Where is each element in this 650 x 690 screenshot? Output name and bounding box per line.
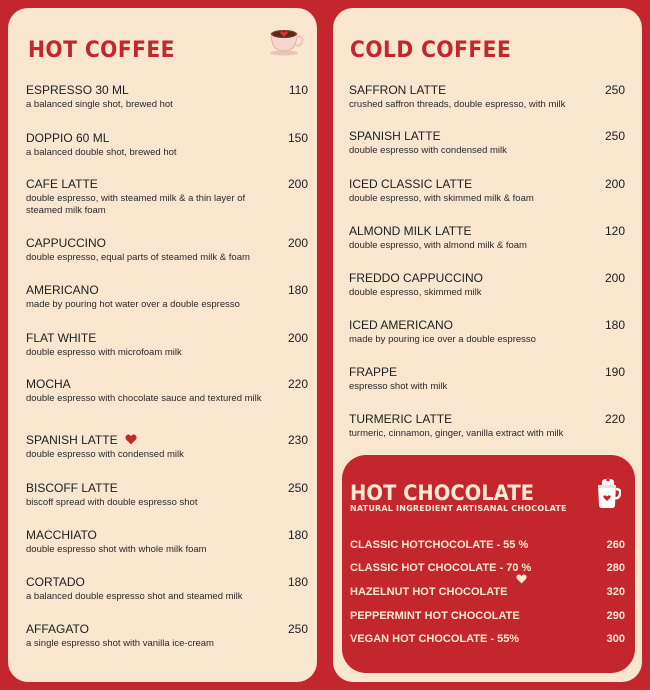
item-name: SAFFRON LATTE: [349, 83, 447, 97]
item-description: espresso shot with milk: [349, 381, 448, 392]
menu-item: [26, 236, 308, 264]
hot-chocolate-item: [350, 609, 625, 623]
item-name: AFFAGATO: [26, 622, 89, 636]
item-price: 220: [604, 412, 625, 426]
item-price: 260: [606, 539, 625, 551]
item-description: biscoff spread with double espresso shot: [26, 497, 198, 508]
hot-chocolate-item: [350, 632, 625, 646]
item-name: MACCHIATO: [26, 528, 97, 542]
item-name: ICED CLASSIC LATTE: [349, 177, 473, 191]
item-name: SPANISH LATTE: [26, 433, 118, 447]
menu-item: [26, 528, 308, 556]
item-description: a balanced double espresso shot and steamed milk: [26, 591, 243, 602]
item-name: MOCHA: [26, 377, 71, 391]
item-price: 290: [606, 610, 625, 622]
item-name: AMERICANO: [26, 283, 99, 297]
menu-item: [26, 131, 308, 159]
item-description: turmeric, cinnamon, ginger, vanilla extract with milk: [349, 428, 564, 439]
heart-icon: [125, 434, 137, 445]
item-price: 320: [606, 586, 625, 598]
item-description: crushed saffron threads, double espresso, with milk: [349, 99, 566, 110]
item-price: 300: [606, 633, 625, 645]
item-price: 250: [287, 622, 308, 636]
item-name: BISCOFF LATTE: [26, 481, 118, 495]
cold-coffee-title: COLD COFFEE: [350, 38, 512, 63]
item-price: 250: [604, 129, 625, 143]
item-name: FRAPPE: [349, 365, 398, 379]
item-name: VEGAN HOT CHOCOLATE - 55%: [350, 633, 520, 645]
item-description: double espresso with microfoam milk: [26, 347, 182, 358]
item-price: 180: [604, 318, 625, 332]
item-description: double espresso with chocolate sauce and textured milk: [26, 393, 262, 404]
item-price: 250: [287, 481, 308, 495]
item-price: 280: [606, 562, 625, 574]
item-price: 180: [287, 283, 308, 297]
hot-coffee-title: HOT COFFEE: [28, 38, 175, 63]
menu-item: [26, 622, 308, 650]
item-price: 110: [288, 83, 308, 97]
item-price: 180: [287, 528, 308, 542]
item-price: 230: [287, 433, 308, 447]
heart-icon: [516, 574, 527, 584]
hot-coffee-panel: [8, 8, 317, 682]
item-description: double espresso with condensed milk: [349, 145, 507, 156]
item-price: 200: [604, 177, 625, 191]
item-name: DOPPIO 60 ML: [26, 131, 110, 145]
item-name: SPANISH LATTE: [349, 129, 441, 143]
item-description: made by pouring ice over a double espresso: [349, 334, 536, 345]
menu-item: [26, 177, 308, 217]
item-price: 120: [604, 224, 625, 238]
menu-item: [349, 129, 625, 157]
item-description: a balanced single shot, brewed hot: [26, 99, 173, 110]
menu-item: [349, 318, 625, 346]
item-name: ESPRESSO 30 ML: [26, 83, 129, 97]
item-name: ICED AMERICANO: [349, 318, 454, 332]
hot-chocolate-mug-icon: [595, 477, 621, 509]
menu-item: [349, 365, 625, 393]
item-description: double espresso, with almond milk & foam: [349, 240, 527, 251]
item-name: CAFE LATTE: [26, 177, 98, 191]
menu-item: [26, 331, 308, 359]
menu-item: [26, 83, 308, 111]
item-description: double espresso, with skimmed milk & foam: [349, 193, 534, 204]
hot-chocolate-item: [350, 561, 625, 575]
menu-item: [26, 433, 308, 461]
menu-item: [349, 83, 625, 111]
item-price: 200: [287, 331, 308, 345]
menu-item: [26, 283, 308, 311]
menu-item: [26, 377, 308, 405]
item-name: CLASSIC HOTCHOCOLATE - 55 %: [350, 539, 529, 551]
menu-item: [349, 412, 625, 440]
item-name: HAZELNUT HOT CHOCOLATE: [350, 586, 508, 598]
item-description: double espresso with condensed milk: [26, 449, 184, 460]
menu-item: [26, 481, 308, 509]
item-price: 200: [287, 236, 308, 250]
item-name: PEPPERMINT HOT CHOCOLATE: [350, 610, 520, 622]
item-price: 200: [604, 271, 625, 285]
hot-chocolate-subtitle: NATURAL INGREDIENT ARTISANAL CHOCOLATE: [350, 504, 567, 513]
item-price: 220: [287, 377, 308, 391]
item-description: a balanced double shot, brewed hot: [26, 147, 177, 158]
hot-chocolate-title: HOT CHOCOLATE: [350, 481, 534, 505]
item-price: 180: [287, 575, 308, 589]
item-description: double espresso shot with whole milk foam: [26, 544, 207, 555]
item-description: double espresso, skimmed milk: [349, 287, 482, 298]
coffee-cup-heart-icon: [269, 28, 305, 56]
menu-item: [349, 271, 625, 299]
item-description: made by pouring hot water over a double espresso: [26, 299, 240, 310]
menu-item: [26, 575, 308, 603]
item-name: FLAT WHITE: [26, 331, 97, 345]
item-description: a single espresso shot with vanilla ice-cream: [26, 638, 214, 649]
item-price: 150: [287, 131, 308, 145]
hot-chocolate-item: [350, 585, 625, 599]
item-price: 190: [604, 365, 625, 379]
item-description: double espresso, with steamed milk & a thin layer of steamed milk foam: [26, 193, 246, 216]
item-name: FREDDO CAPPUCCINO: [349, 271, 484, 285]
item-name: CLASSIC HOT CHOCOLATE - 70 %: [350, 562, 532, 574]
item-name: TURMERIC LATTE: [349, 412, 453, 426]
hot-chocolate-card: [342, 455, 635, 673]
item-price: 250: [604, 83, 625, 97]
item-price: 200: [287, 177, 308, 191]
item-name: CAPPUCCINO: [26, 236, 107, 250]
menu-item: [349, 224, 625, 252]
menu-item: [349, 177, 625, 205]
item-description: double espresso, equal parts of steamed milk & foam: [26, 252, 250, 263]
hot-chocolate-item: [350, 538, 625, 552]
item-name: ALMOND MILK LATTE: [349, 224, 472, 238]
item-name: CORTADO: [26, 575, 85, 589]
